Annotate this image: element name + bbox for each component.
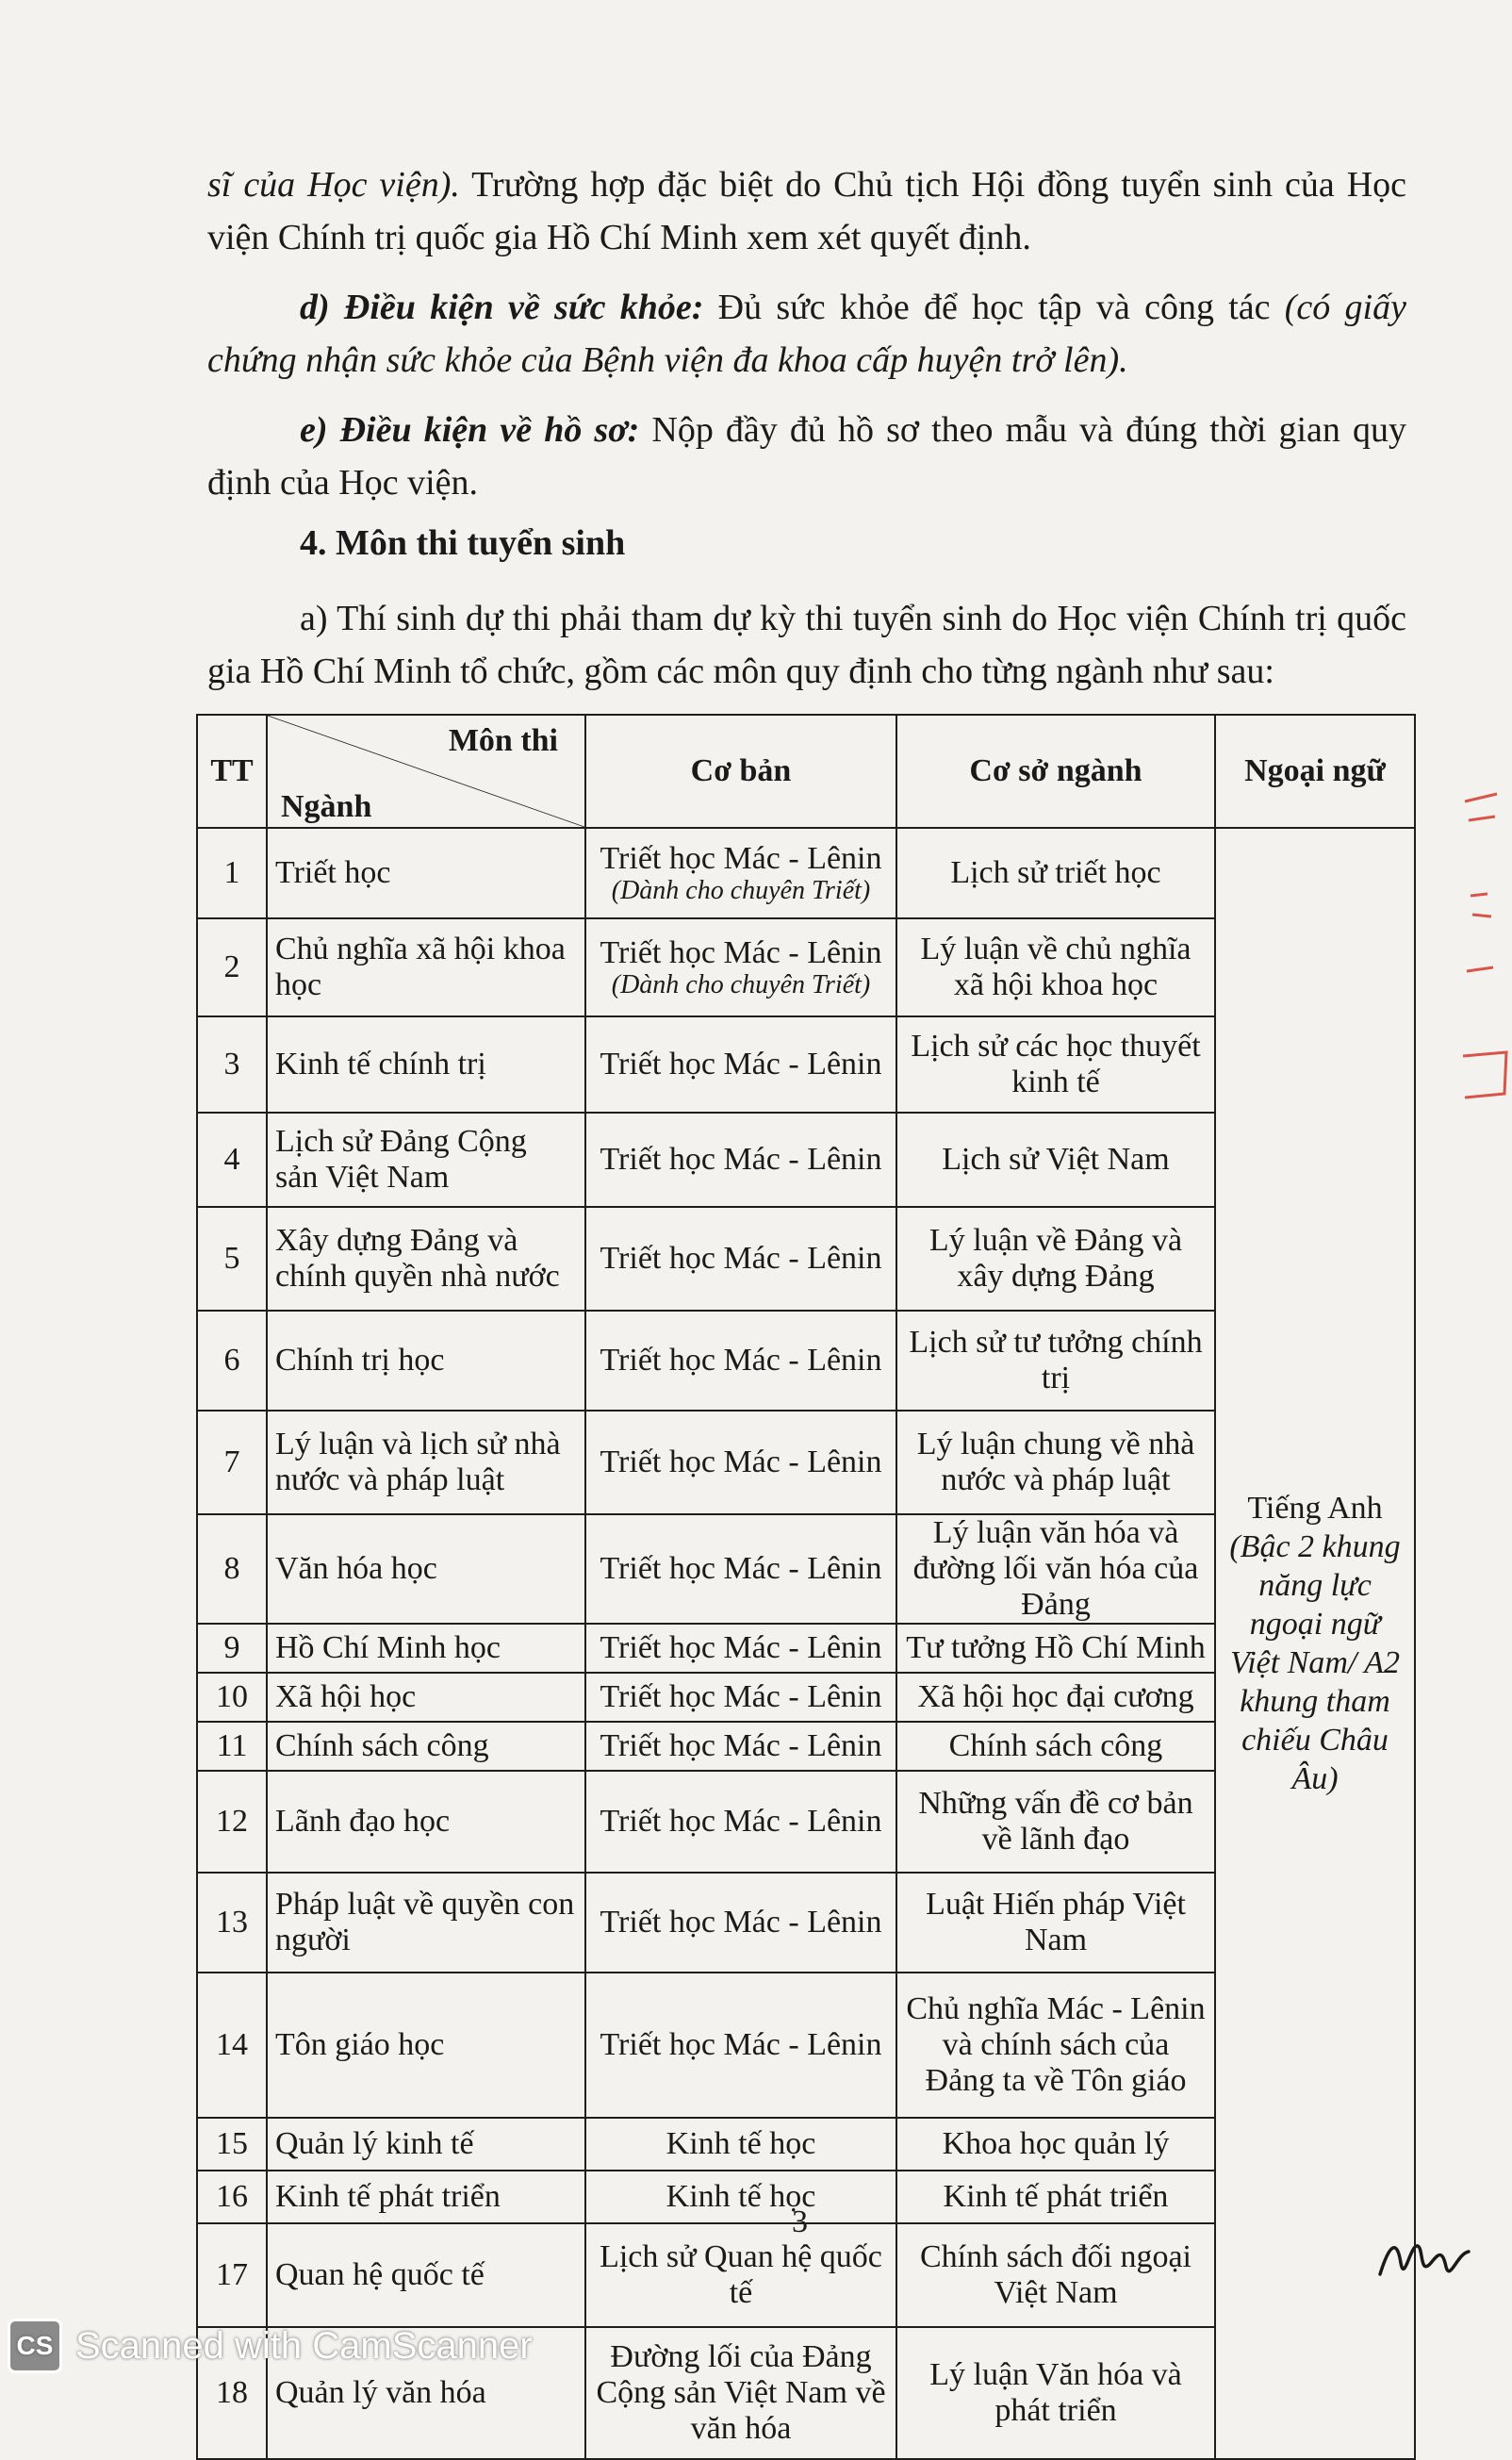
paragraph-exam-subjects-intro: a) Thí sinh dự thi phải tham dự kỳ thi tuyển sinh do Học viện Chính trị quốc gia Hồ Chí Minh tổ chức, gồm các môn quy định cho từng ngành như sau: — [207, 599, 1406, 691]
cell-co-ban — [585, 1207, 896, 1311]
cell-co-ban-text: Triết học Mác - Lênin — [600, 1679, 882, 1714]
cell-co-so-nganh: Lịch sử tư tưởng chính trị — [896, 1311, 1215, 1411]
cell-tt: 11 — [197, 1722, 267, 1771]
cell-co-ban — [585, 1411, 896, 1514]
documents-condition-label: e) Điều kiện về hồ sơ: — [300, 410, 640, 450]
cell-co-ban-text: Triết học Mác - Lênin — [600, 1047, 882, 1081]
cell-nganh: Chính trị học — [267, 1311, 585, 1411]
camscanner-text: Scanned with CamScanner — [75, 2324, 533, 2367]
cell-tt: 16 — [197, 2171, 267, 2223]
paragraph-italic-fragment: sĩ của Học viện). — [207, 165, 460, 205]
cell-co-so-nganh: Chủ nghĩa Mác - Lênin và chính sách của Đảng ta về Tôn giáo — [896, 1973, 1215, 2118]
cell-nganh: Chủ nghĩa xã hội khoa học — [267, 918, 585, 1016]
cell-co-ban-text: Triết học Mác - Lênin — [600, 2027, 882, 2062]
cell-co-so-nganh: Lý luận văn hóa và đường lối văn hóa của Đảng — [896, 1514, 1215, 1624]
cell-nganh: Quan hệ quốc tế — [267, 2223, 585, 2327]
cell-co-ban — [585, 2118, 896, 2171]
cell-tt: 5 — [197, 1207, 267, 1311]
cell-tt: 3 — [197, 1016, 267, 1113]
cell-co-ban-note: (Dành cho chuyên Triết) — [611, 876, 871, 905]
cell-co-ban-text: Triết học Mác - Lênin — [600, 1728, 882, 1763]
cell-co-so-nganh: Luật Hiến pháp Việt Nam — [896, 1873, 1215, 1973]
cell-co-so-nganh: Lý luận chung về nhà nước và pháp luật — [896, 1411, 1215, 1514]
cell-co-ban-note: (Dành cho chuyên Triết) — [611, 970, 871, 999]
cell-ngoai-ngu — [1215, 828, 1415, 2459]
cell-co-so-nganh: Lịch sử triết học — [896, 828, 1215, 918]
cell-nganh: Pháp luật về quyền con người — [267, 1873, 585, 1973]
cell-co-ban — [585, 1016, 896, 1113]
cell-tt: 10 — [197, 1673, 267, 1722]
handwritten-signature — [1376, 2225, 1480, 2291]
exam-subjects-table — [196, 714, 1416, 2460]
paragraph-health-condition — [207, 281, 1406, 387]
cell-nganh: Quản lý kinh tế — [267, 2118, 585, 2171]
ngoai-ngu-value: Tiếng Anh — [1247, 1491, 1383, 1526]
cell-tt: 18 — [197, 2327, 267, 2459]
cell-co-ban-text: Triết học Mác - Lênin — [600, 935, 882, 970]
cell-nganh: Xây dựng Đảng và chính quyền nhà nước — [267, 1207, 585, 1311]
header-ngoai-ngu: Ngoại ngữ — [1215, 715, 1415, 828]
cell-co-ban-text: Triết học Mác - Lênin — [600, 1630, 882, 1665]
cell-tt: 17 — [197, 2223, 267, 2327]
cell-nganh: Hồ Chí Minh học — [267, 1624, 585, 1673]
cell-nganh: Lịch sử Đảng Cộng sản Việt Nam — [267, 1113, 585, 1207]
header-co-so-nganh: Cơ sở ngành — [896, 715, 1215, 828]
cell-co-ban-text: Triết học Mác - Lênin — [600, 1804, 882, 1839]
cell-co-ban — [585, 1771, 896, 1873]
cell-tt: 6 — [197, 1311, 267, 1411]
cell-nganh: Kinh tế phát triển — [267, 2171, 585, 2223]
header-tt: TT — [197, 715, 267, 828]
cell-co-ban-text: Triết học Mác - Lênin — [600, 1551, 882, 1586]
paragraph-text: Trường hợp đặc biệt do Chủ tịch Hội đồng tuyển sinh của Học viện Chính trị quốc gia Hồ Chí Minh xem xét quyết định. — [207, 165, 1407, 257]
cell-co-ban — [585, 1873, 896, 1973]
paragraph-documents-condition — [207, 404, 1406, 509]
cell-tt: 13 — [197, 1873, 267, 1973]
cell-co-so-nganh: Lịch sử các học thuyết kinh tế — [896, 1016, 1215, 1113]
cell-tt: 2 — [197, 918, 267, 1016]
cell-nganh: Kinh tế chính trị — [267, 1016, 585, 1113]
cell-nganh: Xã hội học — [267, 1673, 585, 1722]
camscanner-watermark — [0, 2320, 533, 2372]
cell-co-so-nganh: Lý luận Văn hóa và phát triển — [896, 2327, 1215, 2459]
cell-nganh: Lý luận và lịch sử nhà nước và pháp luật — [267, 1411, 585, 1514]
cell-tt: 7 — [197, 1411, 267, 1514]
cell-co-so-nganh: Kinh tế phát triển — [896, 2171, 1215, 2223]
cell-co-ban — [585, 2171, 896, 2223]
cell-co-so-nganh: Lý luận về chủ nghĩa xã hội khoa học — [896, 918, 1215, 1016]
cell-co-ban — [585, 1673, 896, 1722]
header-mon-thi: Môn thi — [448, 723, 558, 758]
camscanner-logo-icon: CS — [8, 2319, 62, 2373]
cell-tt: 15 — [197, 2118, 267, 2171]
cell-nganh: Tôn giáo học — [267, 1973, 585, 2118]
cell-nganh: Quản lý văn hóa — [267, 2327, 585, 2459]
cell-co-so-nganh: Chính sách đối ngoại Việt Nam — [896, 2223, 1215, 2327]
cell-co-so-nganh: Chính sách công — [896, 1722, 1215, 1771]
header-co-ban: Cơ bản — [585, 715, 896, 828]
section-heading: 4. Môn thi tuyển sinh — [300, 523, 626, 563]
cell-co-ban-text: Triết học Mác - Lênin — [600, 1343, 882, 1378]
table-header-row — [197, 715, 1415, 828]
cell-co-so-nganh: Khoa học quản lý — [896, 2118, 1215, 2171]
cell-co-ban-text: Triết học Mác - Lênin — [600, 1905, 882, 1940]
cell-co-ban-text: Kinh tế học — [666, 2179, 816, 2214]
cell-co-ban-text: Triết học Mác - Lênin — [600, 841, 882, 876]
health-condition-label: d) Điều kiện về sức khỏe: — [300, 288, 704, 327]
cell-co-ban-text: Lịch sử Quan hệ quốc tế — [600, 2239, 882, 2310]
cell-co-ban — [585, 2327, 896, 2459]
documents-condition-text: Nộp đầy đủ hồ sơ theo mẫu và đúng thời gian quy định của Học viện. — [207, 410, 1407, 503]
table-row — [197, 828, 1415, 918]
cell-co-ban — [585, 1973, 896, 2118]
cell-tt: 12 — [197, 1771, 267, 1873]
cell-co-ban — [585, 828, 896, 918]
cell-tt: 8 — [197, 1514, 267, 1624]
cell-tt: 9 — [197, 1624, 267, 1673]
cell-nganh: Chính sách công — [267, 1722, 585, 1771]
cell-co-so-nganh: Lý luận về Đảng và xây dựng Đảng — [896, 1207, 1215, 1311]
cell-tt: 14 — [197, 1973, 267, 2118]
cell-co-so-nganh: Xã hội học đại cương — [896, 1673, 1215, 1722]
cell-nganh: Triết học — [267, 828, 585, 918]
cell-co-ban-text: Kinh tế học — [666, 2126, 816, 2161]
cell-nganh: Văn hóa học — [267, 1514, 585, 1624]
cell-co-ban — [585, 1113, 896, 1207]
ngoai-ngu-note: (Bậc 2 khung năng lực ngoại ngữ Việt Nam/ A2 khung tham chiếu Châu Âu) — [1229, 1529, 1401, 1796]
cell-co-ban-text: Triết học Mác - Lênin — [600, 1445, 882, 1479]
cell-nganh: Lãnh đạo học — [267, 1771, 585, 1873]
paragraph-continuation — [207, 158, 1406, 264]
health-condition-note: (có giấy chứng nhận sức khỏe của Bệnh viện đa khoa cấp huyện trở lên). — [207, 288, 1406, 380]
header-diagonal-cell — [267, 715, 585, 828]
cell-co-ban — [585, 1514, 896, 1624]
cell-co-ban-text: Triết học Mác - Lênin — [600, 1142, 882, 1177]
cell-co-ban — [585, 2223, 896, 2327]
health-condition-text: Đủ sức khỏe để học tập và công tác — [703, 288, 1285, 327]
cell-tt: 1 — [197, 828, 267, 918]
cell-co-ban — [585, 1311, 896, 1411]
cell-co-so-nganh: Lịch sử Việt Nam — [896, 1113, 1215, 1207]
header-nganh: Ngành — [281, 789, 372, 824]
cell-tt: 4 — [197, 1113, 267, 1207]
cell-co-ban-text: Đường lối của Đảng Cộng sản Việt Nam về văn hóa — [596, 2339, 886, 2446]
cell-co-ban — [585, 1722, 896, 1771]
cell-co-ban — [585, 1624, 896, 1673]
cell-co-so-nganh: Tư tưởng Hồ Chí Minh — [896, 1624, 1215, 1673]
cell-co-ban-text: Triết học Mác - Lênin — [600, 1241, 882, 1276]
cell-co-so-nganh: Những vấn đề cơ bản về lãnh đạo — [896, 1771, 1215, 1873]
cell-co-ban — [585, 918, 896, 1016]
page-number: 3 — [792, 2204, 808, 2239]
red-stamp-fragment — [1459, 783, 1512, 1103]
